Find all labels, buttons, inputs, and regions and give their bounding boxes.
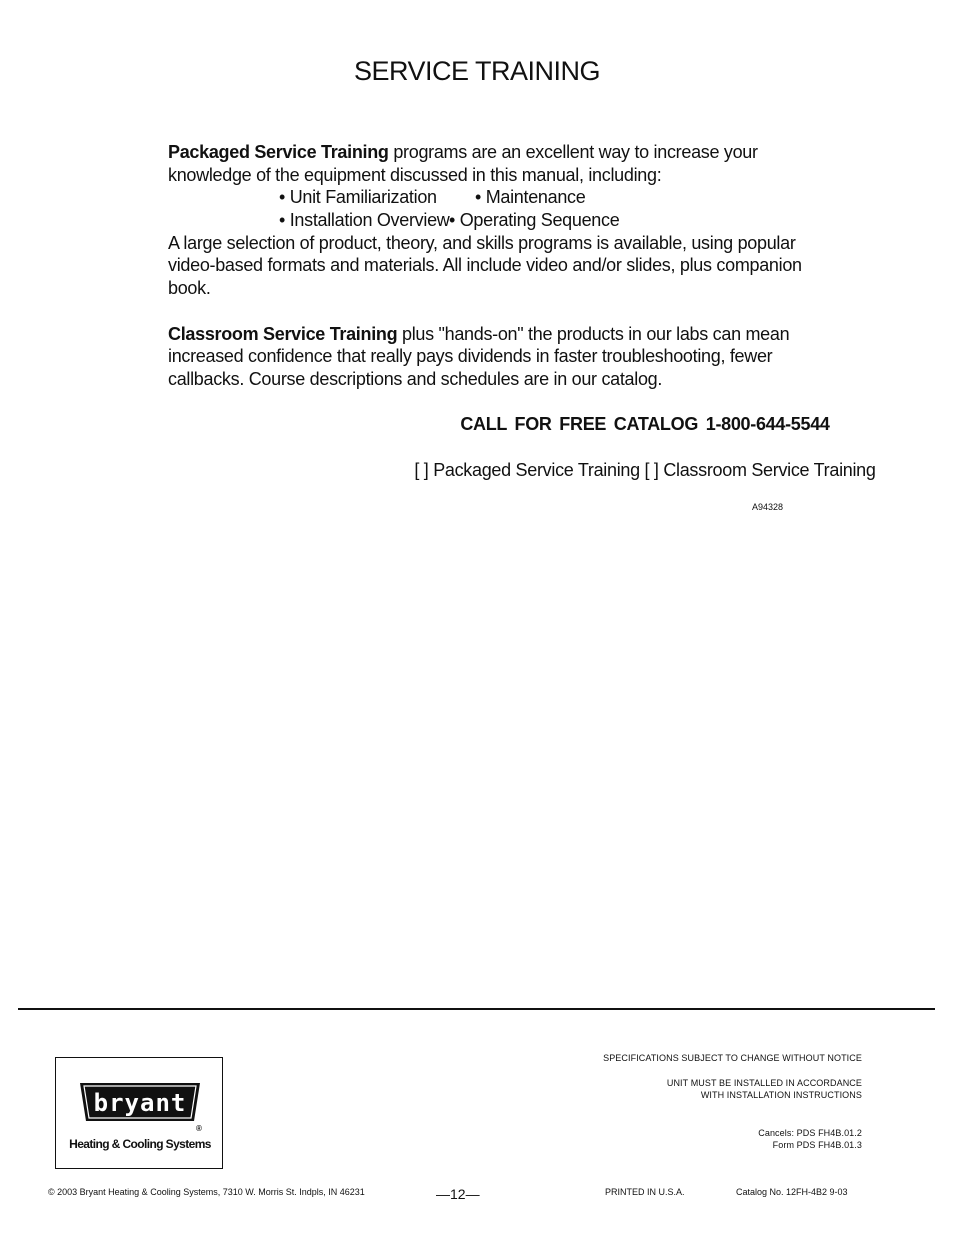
spec-notice: SPECIFICATIONS SUBJECT TO CHANGE WITHOUT NOTICE [603, 1053, 862, 1063]
printed-in: PRINTED IN U.S.A. [605, 1187, 685, 1197]
packaged-description-line: A large selection of product, theory, and skills programs is available, using popular [168, 232, 796, 253]
logo-wordmark: bryant [93, 1089, 187, 1117]
packaged-intro-line-1: Packaged Service Training programs are an excellent way to increase your [168, 142, 758, 162]
classroom-line-1: Classroom Service Training plus "hands-on" the products in our labs can mean [168, 323, 790, 344]
topic-item: • Maintenance [475, 187, 586, 208]
packaged-intro-line-2: knowledge of the equipment discussed in this manual, including: [168, 164, 662, 185]
bryant-logo [55, 1057, 223, 1169]
packaged-description-line: video-based formats and materials. All include video and/or slides, plus companion [168, 255, 802, 276]
training-checkboxes: [ ] Packaged Service Training [ ] Classroom Service Training [414, 459, 876, 480]
install-notice-2: WITH INSTALLATION INSTRUCTIONS [700, 1090, 862, 1100]
bryant-badge-icon [76, 1079, 204, 1125]
topic-item: • Unit Familiarization [279, 187, 437, 208]
page-title: SERVICE TRAINING [353, 56, 601, 86]
packaged-heading: Packaged Service Training [168, 142, 389, 162]
classroom-line-2: increased confidence that really pays dividends in faster troubleshooting, fewer [168, 346, 773, 367]
install-notice-1: UNIT MUST BE INSTALLED IN ACCORDANCE [666, 1078, 862, 1088]
classroom-line-3: callbacks. Course descriptions and schedules are in our catalog. [168, 368, 663, 389]
footer-divider [18, 1008, 935, 1010]
catalog-number: Catalog No. 12FH-4B2 9-03 [736, 1187, 848, 1197]
packaged-description-line: book. [168, 278, 211, 299]
page-number: —12— [436, 1186, 480, 1202]
topic-item: • Installation Overview [279, 210, 450, 231]
registered-mark: ® [196, 1124, 202, 1133]
figure-code: A94328 [752, 502, 784, 512]
cancels-notice: Cancels: PDS FH4B.01.2 [758, 1128, 862, 1138]
form-notice: Form PDS FH4B.01.3 [772, 1140, 862, 1150]
catalog-callout: CALL FOR FREE CATALOG 1-800-644-5544 [460, 414, 830, 435]
main-content [168, 141, 876, 481]
topic-item: • Operating Sequence [449, 210, 620, 231]
logo-tagline: Heating & Cooling Systems [69, 1137, 211, 1151]
copyright: © 2003 Bryant Heating & Cooling Systems, 7310 W. Morris St. Indpls, IN 46231 [48, 1187, 365, 1197]
classroom-heading: Classroom Service Training [168, 323, 398, 344]
topic-list [168, 186, 808, 231]
